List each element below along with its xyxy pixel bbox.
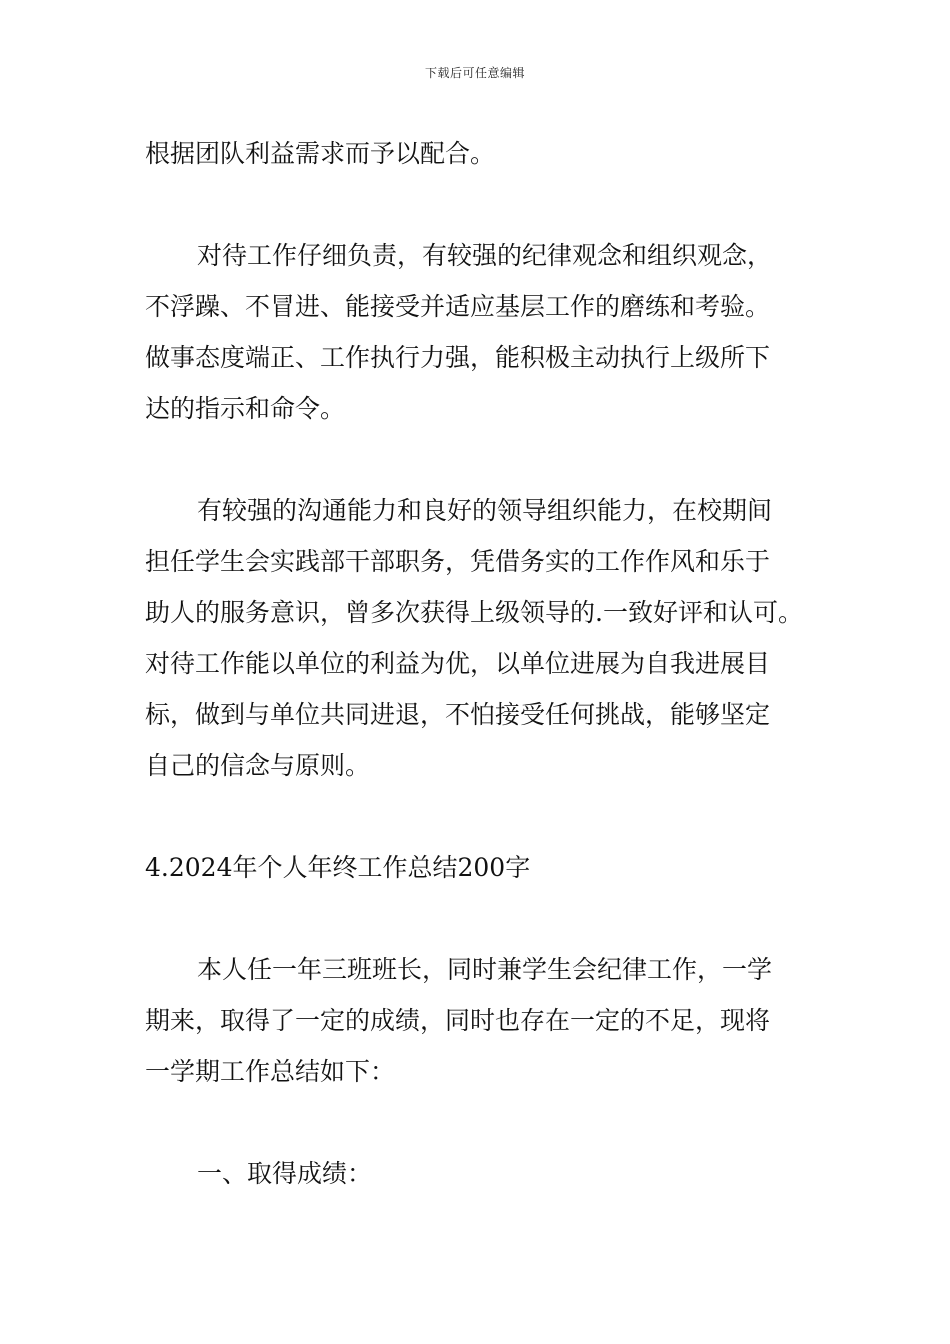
text-line: 有较强的沟通能力和良好的领导组织能力，在校期间 (197, 496, 773, 525)
paragraph-work-attitude (145, 230, 810, 434)
document-body (145, 128, 810, 1199)
text-line: 一、取得成绩： (197, 1159, 373, 1188)
paragraph-gap (145, 179, 810, 230)
text-line: 助人的服务意识，曾多次获得上级领导的.一致好评和认可。 (145, 598, 803, 627)
paragraph-gap (145, 434, 810, 485)
paragraph-continuation (145, 128, 810, 179)
text-line: 对待工作仔细负责，有较强的纪律观念和组织观念， (197, 241, 773, 270)
text-line: 不浮躁、不冒进、能接受并适应基层工作的磨练和考验。 (145, 292, 771, 321)
paragraph-gap (145, 1097, 810, 1148)
text-line: 4.2024年个人年终工作总结200字 (145, 853, 531, 882)
text-line: 本人任一年三班班长，同时兼学生会纪律工作，一学 (197, 955, 773, 984)
section-heading (145, 842, 810, 893)
text-line: 做事态度端正、工作执行力强，能积极主动执行上级所下 (145, 343, 771, 372)
page-header: 下载后可任意编辑 (424, 66, 525, 80)
text-line: 对待工作能以单位的利益为优，以单位进展为自我进展目 (145, 649, 771, 678)
text-line: 一学期工作总结如下： (145, 1057, 396, 1086)
paragraph-gap (145, 791, 810, 842)
text-line: 自己的信念与原则。 (145, 751, 371, 780)
paragraph-intro (145, 944, 810, 1097)
text-line: 达的指示和命令。 (145, 394, 346, 423)
text-line: 期来，取得了一定的成绩，同时也存在一定的不足，现将 (145, 1006, 771, 1035)
paragraph-gap (145, 893, 810, 944)
paragraph-communication (145, 485, 810, 791)
text-line: 标，做到与单位共同进退，不怕接受任何挑战，能够坚定 (145, 700, 771, 729)
text-line: 根据团队利益需求而予以配合。 (145, 139, 496, 168)
text-line: 担任学生会实践部干部职务，凭借务实的工作作风和乐于 (145, 547, 771, 576)
subsection-heading (145, 1148, 810, 1199)
